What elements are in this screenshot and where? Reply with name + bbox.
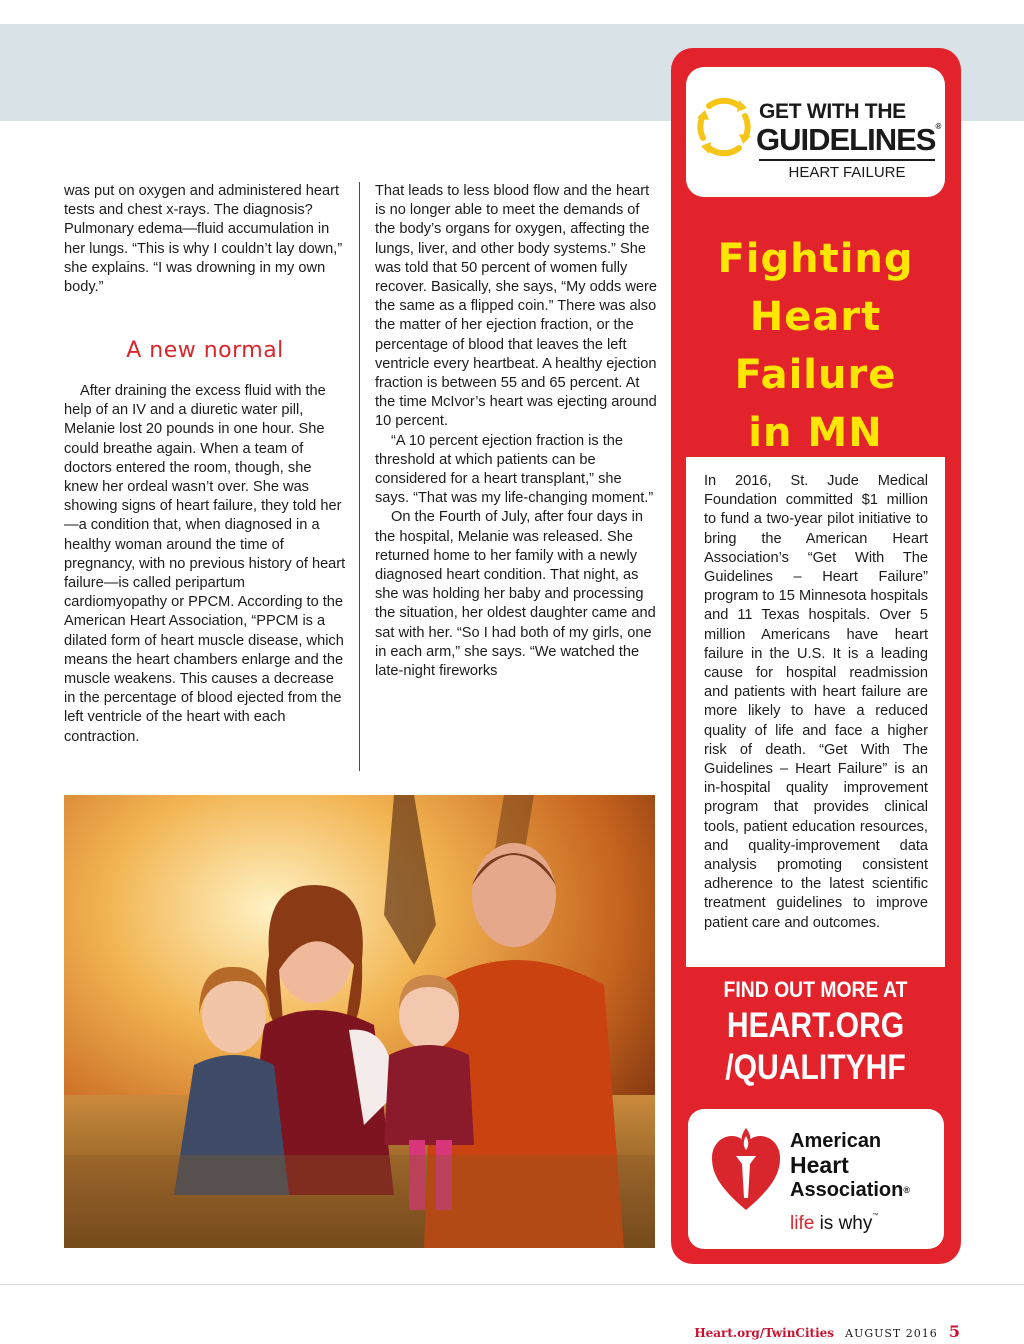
- gwtg-line-2: GUIDELINES®: [756, 122, 941, 157]
- find-out-more-url[interactable]: [704, 1005, 927, 1089]
- article-column-1: [64, 182, 346, 297]
- article-paragraph: “A 10 percent ejection fraction is the threshold at which patients can be considered for a heart transplant,” she says. “That was my life-changing moment.”: [375, 432, 654, 507]
- aha-heart-torch-logo: [710, 1122, 782, 1214]
- headline-line: Failure: [734, 352, 897, 398]
- page-number: 5: [948, 1322, 960, 1341]
- gwtg-cycle-icon: [695, 92, 753, 160]
- find-out-more-label: FIND OUT MORE AT: [723, 977, 908, 1002]
- column-divider: [359, 182, 360, 771]
- article-paragraph: was put on oxygen and administered heart tests and chest x-rays. The diagnosis? Pulmonary edema—fluid accumulation in her lungs. “This is why I couldn’t lay down,” she explains. “I was drowning in my own body.”: [64, 183, 343, 296]
- url-line: HEART.ORG: [726, 1006, 905, 1045]
- registered-mark: ®: [903, 1185, 910, 1195]
- section-subhead: A new normal: [126, 338, 284, 363]
- headline-line: Heart: [749, 294, 882, 340]
- article-paragraph: After draining the excess fluid with the help of an IV and a diuretic water pill, Melanie lost 20 pounds in one hour. She could breathe again. When a team of doctors entered the room, though, she knew her ordeal wasn’t over. She was showing signs of heart failure, they told her—a condition that, when diagnosed in a healthy woman around the time of pregnancy, with no previous history of heart failure—is called peripartum cardiomyopathy or PPCM. According to the American Heart Association, “PPCM is a dilated form of heart muscle disease, which means the heart chambers enlarge and the muscle weakens. This causes a decrease in the percentage of blood ejected from the left ventricle of the heart with each contraction.: [64, 383, 346, 745]
- article-paragraph: On the Fourth of July, after four days in the hospital, Melanie was released. She returned home to her family with a newly diagnosed heart condition. That night, as she was holding her baby and processing the situation, her oldest daughter came and sat with her. “So I had both of my girls, one in each arm,” she says. “We watched the late-night fireworks: [375, 509, 656, 680]
- footer-date: AUGUST 2016: [845, 1327, 938, 1340]
- footer-rule: [0, 1284, 1024, 1285]
- gwtg-line-1: GET WITH THE: [759, 100, 906, 123]
- trademark-mark: ™: [872, 1213, 879, 1219]
- gwtg-rule: [759, 159, 935, 161]
- aha-tagline: life is why™: [790, 1213, 879, 1234]
- page-footer: [694, 1322, 960, 1341]
- family-photo: [64, 795, 655, 1248]
- registered-mark: ®: [935, 122, 941, 131]
- url-line: /QUALITYHF: [725, 1048, 906, 1087]
- aha-name-line-3: Association®: [790, 1179, 910, 1201]
- footer-site-link[interactable]: Heart.org/TwinCities: [694, 1326, 835, 1340]
- aha-name-line-2: Heart: [790, 1152, 849, 1178]
- article-column-2: [375, 182, 657, 681]
- article-paragraph: That leads to less blood flow and the heart is no longer able to meet the demands of the body’s organs for oxygen, affecting the lungs, liver, and other body systems.” She was told that 50 percent of women fully recover. Basically, she says, “My odds were the same as a flipped coin.” There was also the matter of her ejection fraction, or the percentage of blood that leaves the left ventricle every heartbeat. A healthy ejection fraction is between 55 and 65 percent. At the time McIvor’s heart was ejecting around 10 percent.: [375, 183, 657, 430]
- headline-line: in MN: [748, 410, 883, 456]
- sidebar-body-text: In 2016, St. Jude Medical Foundation committed $1 million to fund a two-year pilot initiative to bring the American Heart Association’s “Get With The Guidelines – Heart Failure” program to 15 Minnesota hospitals and 11 Texas hospitals. Over 5 million Americans have heart failure in the U.S. It is a leading cause for hospital readmission and patients with heart failure are more likely to have a reduced quality of life and face a higher risk of death. “Get With The Guidelines – Heart Failure” is an in-hospital quality improvement program that provides clinical tools, patient education resources, and quality-improvement data analysis promoting consistent adherence to the latest scientific treatment guidelines to improve patient care and outcomes.: [704, 473, 928, 931]
- aha-name-line-1: American: [790, 1130, 882, 1152]
- article-column-1-continued: [64, 382, 346, 747]
- headline-line: Fighting: [717, 236, 914, 282]
- gwtg-line-3: HEART FAILURE: [788, 164, 906, 181]
- sidebar-headline: [686, 230, 945, 462]
